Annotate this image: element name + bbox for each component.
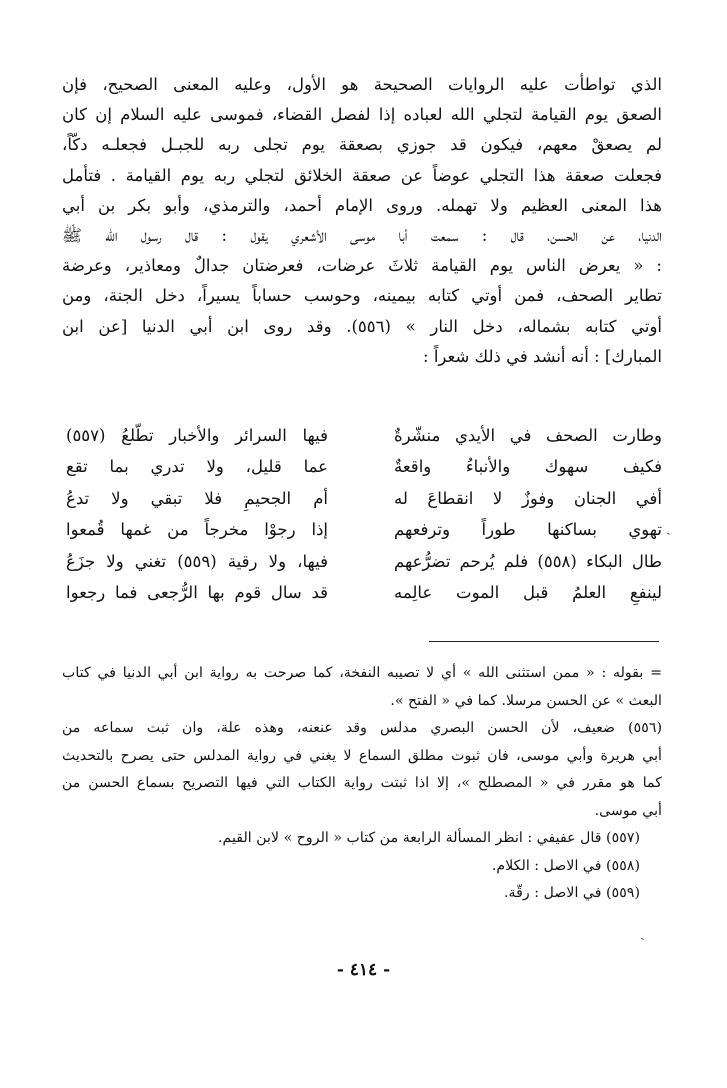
poem-verse xyxy=(66,483,662,514)
footnotes xyxy=(62,660,662,908)
main-text xyxy=(62,70,662,372)
verse-second-hemistich: قد سال قوم بها الرُّجعى فما رجعوا xyxy=(66,582,328,602)
footnote-line: كما هو مقرر في « المصطلح »، إلا اذا ثبتت رواية الكتاب التي فيها التصريح بسماع الحسن من xyxy=(62,775,662,791)
verse-first-hemistich: وطارت الصحف في الأيدي منشّرةٌ xyxy=(394,426,662,445)
text-line: لم يصعقْ معهم، فيكون قد جوزي بصعقة يوم تجلى ربه للجبـل فجعلـه دكّاً، xyxy=(62,135,662,155)
footnote-line: أبي موسى. xyxy=(594,802,662,819)
verse-first-hemistich: لينفعِ العلمُ قبل الموت عالِمه xyxy=(394,582,662,602)
verse-first-hemistich: أفي الجنان وفوزٌ لا انقطاعَ له xyxy=(394,488,662,508)
verse-first-hemistich: طال البكاء (٥٥٨) فلم يُرحم تضرُّعهم xyxy=(394,551,662,571)
text-line: الذي تواطأت عليه الروايات الصحيحة هو الأول، وعليه المعنى الصحيح، فإن xyxy=(62,75,662,94)
text-line: تطاير الصحف، فمن أوتي كتابه بيمينه، وحوسب حساباً يسيراً، دخل الجنة، ومن xyxy=(62,286,662,306)
verse-first-hemistich: فكيف سهوك والأنباءُ واقعةٌ xyxy=(394,457,662,477)
footnote-line: (٥٥٧) قال عفيفي : انظر المسألة الرابعة من كتاب « الروح » لابن القيم. xyxy=(218,830,640,846)
verse-second-hemistich: عما قليل، ولا تدري بما تقع xyxy=(66,457,328,477)
text-line: الدنيا، عن الحسن، قال : سمعت أبا موسى الأشعري يقول : قال رسول الله ﷺ xyxy=(62,226,662,246)
text-line: الصعق يوم القيامة لتجلي الله لعباده إذا لفصل القضاء، فموسى عليه السلام إن كان xyxy=(62,105,662,125)
page-number: - ٤١٤ - xyxy=(336,960,391,980)
margin-mark: ˏ xyxy=(640,925,645,941)
poem-verse xyxy=(66,577,662,608)
footnote-line: (٥٥٩) في الاصل : رقّة. xyxy=(504,885,640,901)
footnote-line: البعث » عن الحسن مرسلا. كما في « الفتح ». xyxy=(390,692,662,709)
verse-second-hemistich: إذا رجوْا مخرجاً من غمها قُمعوا xyxy=(66,520,328,540)
footnote-divider xyxy=(429,641,659,642)
verse-second-hemistich: فيها السرائر والأخبار تطّلعُ (٥٥٧) xyxy=(66,426,328,445)
verse-second-hemistich: فيها، ولا رقية (٥٥٩) تغني ولا جزَعُ xyxy=(66,551,328,571)
verse-first-hemistich: تهوي بساكنها طوراً وترفعهم xyxy=(394,520,662,540)
text-line: : « يعرض الناس يوم القيامة ثلاثَ عرضات، فعرضتان جدالٌ ومعاذير، وعرضة xyxy=(62,256,662,276)
footnote-line: (٥٥٨) في الاصل : الكلام. xyxy=(491,857,640,874)
text-line: أوتي كتابه بشماله، دخل النار » (٥٥٦). وقد روى ابن أبي الدنيا [عن ابن xyxy=(62,316,662,336)
footnote-line: (٥٥٦) ضعيف، لأن الحسن البصري مدلس وقد عنعنه، وهذه علة، وان ثبت سماعه من xyxy=(62,720,662,736)
poem xyxy=(66,420,662,608)
footnote-line: = بقوله : « ممن استثنى الله » أي لا تصيبه النفخة، كما صرحت به رواية ابن أبي الدنيا في كتاب xyxy=(62,665,662,681)
text-line: فجعلت صعقة هذا التجلي عوضاً عن صعقة الخلائق لتجلي ربه يوم القيامة . فتأمل xyxy=(62,165,662,185)
text-line: المبارك] : أنه أنشد في ذلك شعراً : xyxy=(423,346,662,366)
text-line: هذا المعنى العظيم ولا تهمله. وروى الإمام أحمد، والترمذي، وأبو بكر بن أبي xyxy=(62,195,662,215)
poem-verse xyxy=(66,420,662,451)
poem-verse xyxy=(66,546,662,577)
poem-verse xyxy=(66,451,662,482)
poem-verse xyxy=(66,514,662,545)
verse-second-hemistich: أم الجحيمِ فلا تبقي ولا تدعُ xyxy=(66,488,328,508)
footnote-line: أبي هريرة وأبي موسى، فان ثبوت مطلق السماع لا يغني في رواية المدلس حتى يصرح بالتحديث xyxy=(62,747,662,764)
margin-mark: ˏ xyxy=(666,520,671,536)
